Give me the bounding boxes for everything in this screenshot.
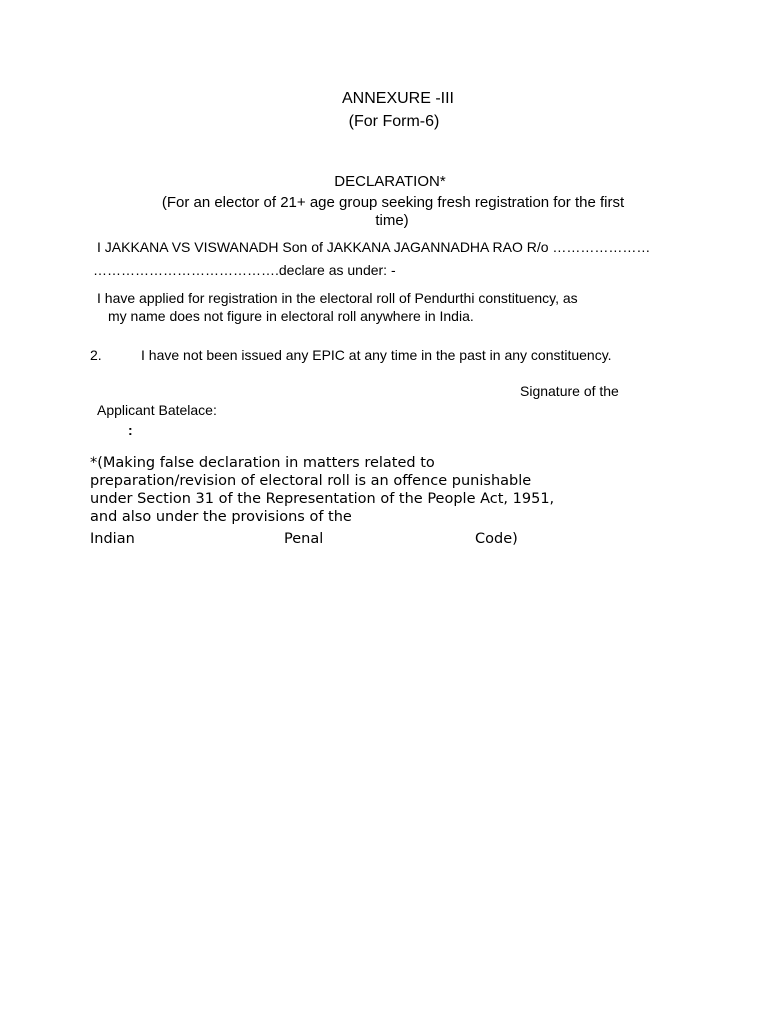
annexure-title: ANNEXURE -III — [341, 90, 454, 107]
applicant-colon: : — [128, 422, 133, 438]
signature-label: Signature of the — [520, 383, 619, 399]
declarant-identity-line2: ………………………………….declare as under: - — [93, 262, 396, 278]
declarant-identity-line1: I JAKKANA VS VISWANADH Son of JAKKANA JAGANNADHA RAO R/o ………………… — [97, 239, 651, 255]
footnote-line2: preparation/revision of electoral roll is an offence punishable — [90, 473, 532, 489]
footnote-word-penal: Penal — [284, 531, 324, 547]
footnote-line1: *(Making false declaration in matters related to — [90, 455, 435, 471]
item-2-text: I have not been issued any EPIC at any time in the past in any constituency. — [141, 347, 612, 363]
footnote-word-indian: Indian — [90, 531, 135, 547]
footnote-word-code: Code) — [475, 531, 518, 547]
annexure-subtitle: (For Form-6) — [348, 113, 440, 130]
footnote-line3: under Section 31 of the Representation of the People Act, 1951, — [90, 491, 555, 507]
declaration-purpose-line1: (For an elector of 21+ age group seeking fresh registration for the first — [161, 194, 625, 211]
declaration-heading: DECLARATION* — [334, 173, 446, 190]
declaration-purpose-line2: time) — [375, 212, 409, 229]
item-2-number: 2. — [90, 347, 102, 363]
footnote-line4: and also under the provisions of the — [90, 509, 352, 525]
paragraph-1-line2: my name does not figure in electoral roll anywhere in India. — [108, 308, 474, 324]
applicant-label: Applicant Batelace: — [97, 402, 217, 418]
paragraph-1-line1: I have applied for registration in the electoral roll of Pendurthi constituency, as — [97, 290, 578, 306]
